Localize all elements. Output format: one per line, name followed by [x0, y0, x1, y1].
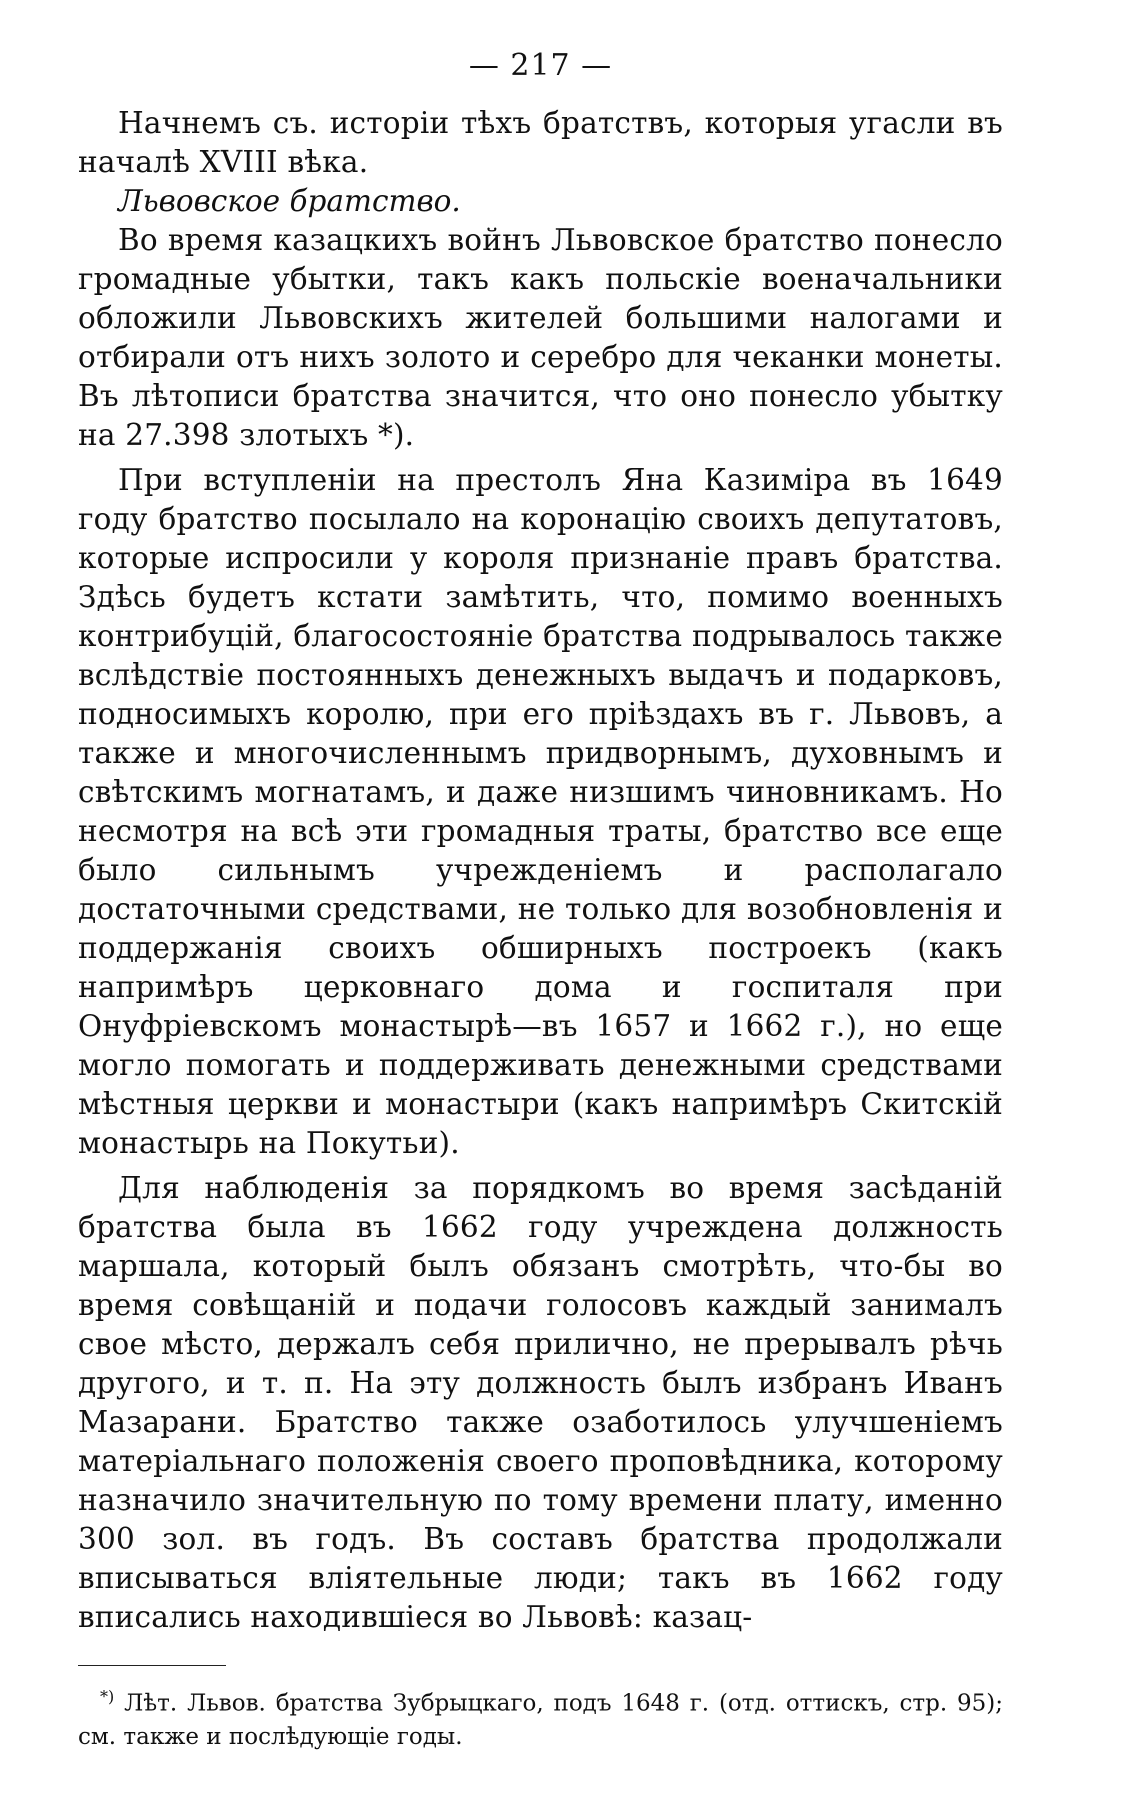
intro-paragraph: Начнемъ съ. исторіи тѣхъ братствъ, которыя угасли въ началѣ XVIII вѣка. [78, 106, 1003, 179]
footnote-text: Лѣт. Львов. братства Зубрыцкаго, подъ 1648 г. (отд. оттискъ, стр. 95); см. также и послѣдующіе годы. [78, 1690, 1003, 1750]
paragraph-casimir-coronation: При вступленіи на престолъ Яна Казиміра въ 1649 году братство посылало на коронацію своихъ депутатовъ, которые испросили у короля признаніе правъ братства. Здѣсь будетъ кстати замѣтить, что, помимо военныхъ контрибуцій, благосостояніе братства подрывалось также вслѣдствіе постоянныхъ денежныхъ выдачъ и подарковъ, подносимыхъ королю, при его пріѣздахъ въ г. Львовъ, а также и многочисленнымъ придворнымъ, духовнымъ и свѣтскимъ могнатамъ, и даже низшимъ чиновникамъ. Но несмотря на всѣ эти громадныя траты, братство все еще было сильнымъ учрежденіемъ и располагало достаточными средствами, не только для возобновленія и поддержанія своихъ обширныхъ построекъ (какъ напримѣръ церковнаго дома и госпиталя при Онуфріевскомъ монастырѣ—въ 1657 и 1662 г.), но еще могло помогать и поддерживать денежными средствами мѣстныя церкви и монастыри (какъ напримѣръ Скитскій монастырь на Покутьи). [78, 463, 1003, 1160]
page-number: — 217 — [468, 48, 613, 83]
section-heading: Львовское братство. [118, 184, 461, 218]
paragraph-war-losses: Во время казацкихъ войнъ Львовское братство понесло громадные убытки, такъ какъ польскіе военачальники обложили Львовскихъ жителей большими налогами и отбирали отъ нихъ золото и серебро для чеканки монеты. Въ лѣтописи братства значится, что оно понесло убытку на 27.398 злотыхъ *). [78, 223, 1003, 452]
footnote-divider [78, 1665, 226, 1666]
document-page [78, 48, 1003, 1754]
footnote-marker: *) [100, 1687, 115, 1706]
paragraph-marshal-office: Для наблюденія за порядкомъ во время засѣданій братства была въ 1662 году учреждена должность маршала, который былъ обязанъ смотрѣть, что-бы во время совѣщаній и подачи голосовъ каждый занималъ свое мѣсто, держалъ себя прилично, не прерывалъ рѣчь другого, и т. п. На эту должность былъ избранъ Иванъ Мазарани. Братство также озаботилось улучшеніемъ матеріальнаго положенія своего проповѣдника, которому назначило значительную по тому времени плату, именно 300 зол. въ годъ. Въ составъ братства продолжали вписываться вліятельные люди; такъ въ 1662 году вписались находившіеся во Львовѣ: казац- [78, 1171, 1003, 1634]
footnote [78, 1680, 1003, 1754]
